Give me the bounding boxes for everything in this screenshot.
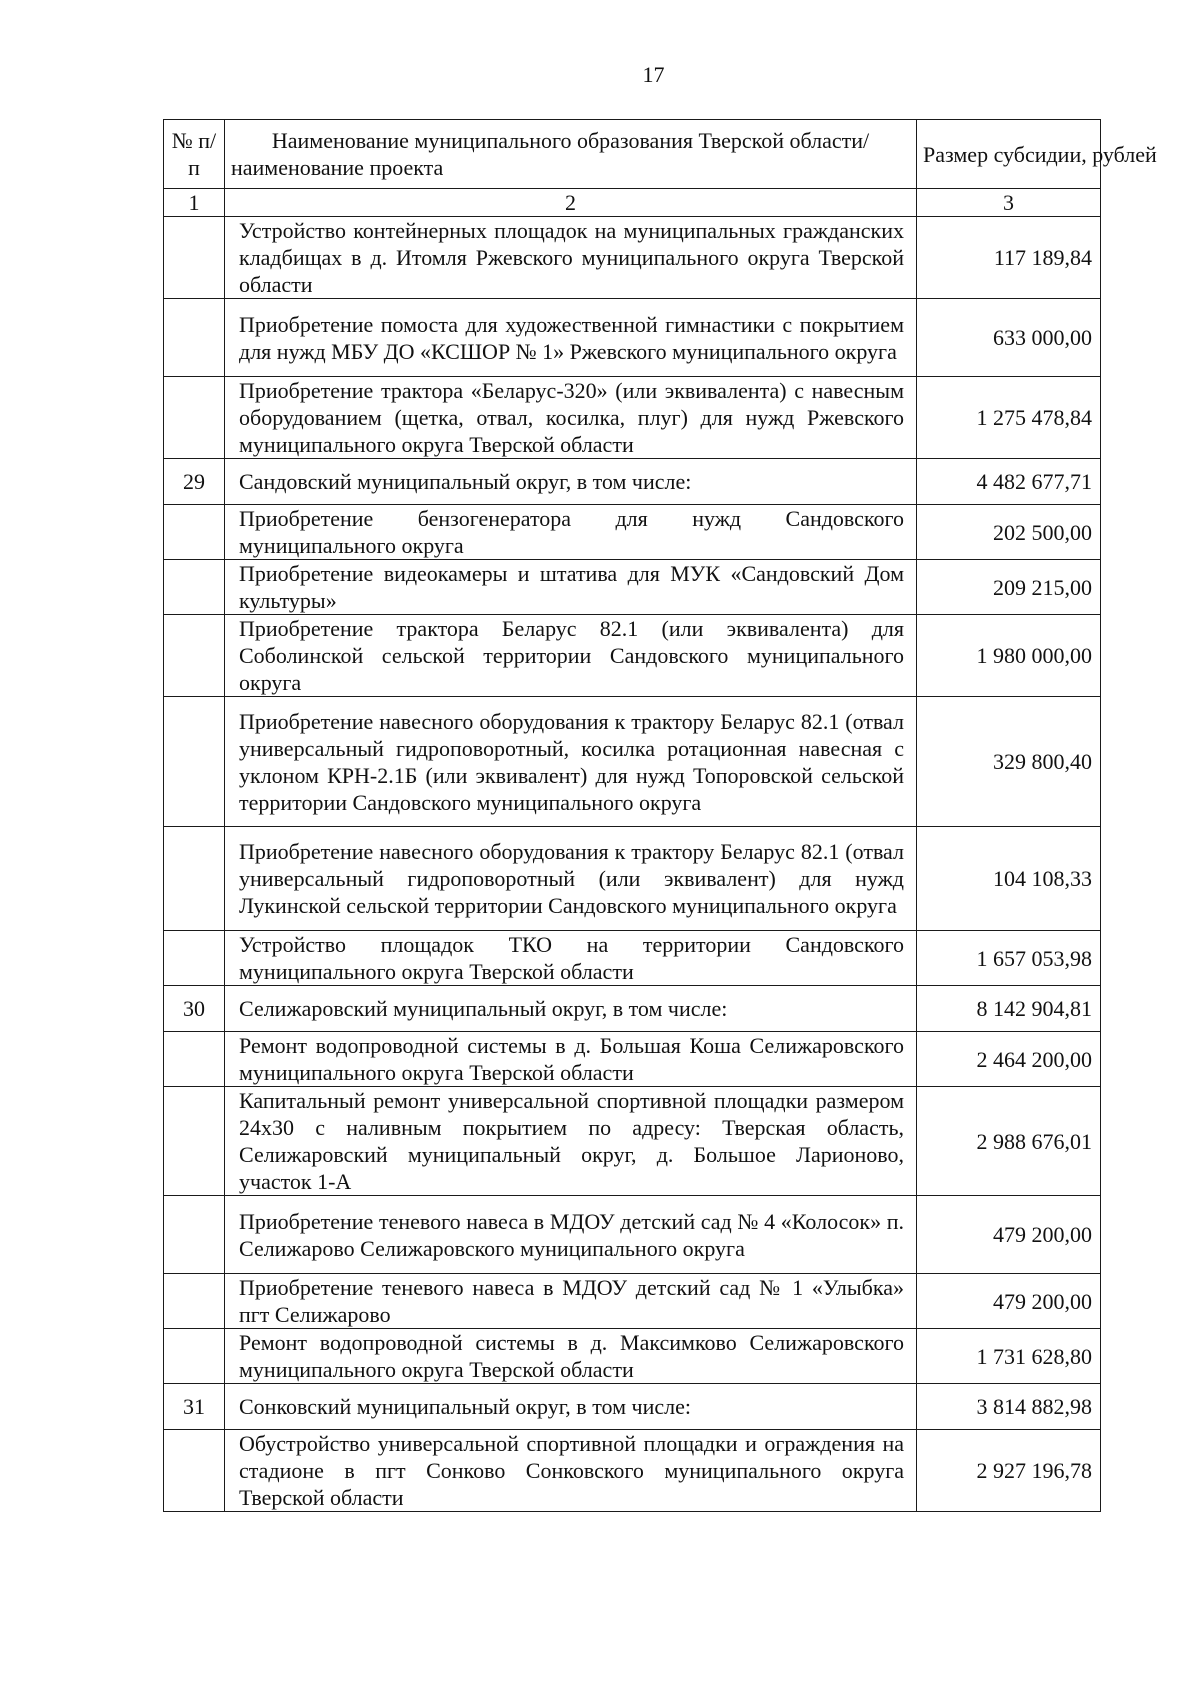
- row-amount: 117 189,84: [917, 217, 1101, 299]
- row-number: 29: [164, 459, 225, 505]
- row-number: [164, 217, 225, 299]
- row-number: [164, 1032, 225, 1087]
- table-row: [164, 827, 1101, 931]
- row-amount: 633 000,00: [917, 299, 1101, 377]
- row-number: [164, 505, 225, 560]
- row-amount: 2 464 200,00: [917, 1032, 1101, 1087]
- row-number: 31: [164, 1384, 225, 1430]
- row-amount: 3 814 882,98: [917, 1384, 1101, 1430]
- row-amount: 2 927 196,78: [917, 1430, 1101, 1512]
- table-row: [164, 615, 1101, 697]
- row-number: [164, 697, 225, 827]
- row-project-name: Устройство контейнерных площадок на муниципальных гражданских кладбищах в д. Итомля Ржевского муниципального округа Тверской области: [225, 217, 917, 299]
- row-amount: 1 275 478,84: [917, 377, 1101, 459]
- table-row: [164, 560, 1101, 615]
- table-row: [164, 931, 1101, 986]
- row-project-name: Приобретение теневого навеса в МДОУ детский сад № 1 «Улыбка» пгт Селижарово: [225, 1274, 917, 1329]
- row-project-name: Приобретение бензогенератора для нужд Сандовского муниципального округа: [225, 505, 917, 560]
- table-row: [164, 1196, 1101, 1274]
- column-index: 2: [225, 189, 917, 217]
- row-amount: 202 500,00: [917, 505, 1101, 560]
- table-row: [164, 1087, 1101, 1196]
- row-number: [164, 1196, 225, 1274]
- row-project-name: Приобретение теневого навеса в МДОУ детский сад № 4 «Колосок» п. Селижарово Селижаровского муниципального округа: [225, 1196, 917, 1274]
- row-amount: 2 988 676,01: [917, 1087, 1101, 1196]
- header-name: Наименование муниципального образования Тверской области/наименование проекта: [225, 120, 917, 189]
- row-amount: 104 108,33: [917, 827, 1101, 931]
- row-amount: 1 731 628,80: [917, 1329, 1101, 1384]
- row-number: [164, 931, 225, 986]
- table-row: [164, 505, 1101, 560]
- row-project-name: Ремонт водопроводной системы в д. Большая Коша Селижаровского муниципального округа Тверской области: [225, 1032, 917, 1087]
- row-project-name: Устройство площадок ТКО на территории Сандовского муниципального округа Тверской области: [225, 931, 917, 986]
- table-row: [164, 459, 1101, 505]
- row-project-name: Капитальный ремонт универсальной спортивной площадки размером 24х30 с наливным покрытием по адресу: Тверская область, Селижаровский муниципальный округ, д. Большое Ларионово, участок 1-А: [225, 1087, 917, 1196]
- row-project-name: Селижаровский муниципальный округ, в том числе:: [225, 986, 917, 1032]
- row-number: [164, 1329, 225, 1384]
- header-amount: Размер субсидии, рублей: [917, 120, 1101, 189]
- row-project-name: Приобретение трактора Беларус 82.1 (или эквивалента) для Соболинской сельской территории Сандовского муниципального округа: [225, 615, 917, 697]
- table-row: [164, 1384, 1101, 1430]
- subsidy-table: [163, 119, 1157, 1512]
- table-row: [164, 377, 1101, 459]
- table-row: [164, 1032, 1101, 1087]
- row-number: [164, 377, 225, 459]
- row-number: [164, 827, 225, 931]
- table-row: [164, 1329, 1101, 1384]
- row-number: [164, 299, 225, 377]
- table-row: [164, 299, 1101, 377]
- row-project-name: Сандовский муниципальный округ, в том числе:: [225, 459, 917, 505]
- row-project-name: Сонковский муниципальный округ, в том числе:: [225, 1384, 917, 1430]
- table-row: [164, 986, 1101, 1032]
- row-amount: 4 482 677,71: [917, 459, 1101, 505]
- row-number: [164, 560, 225, 615]
- row-project-name: Приобретение помоста для художественной гимнастики с покрытием для нужд МБУ ДО «КСШОР № 1» Ржевского муниципального округа: [225, 299, 917, 377]
- row-number: [164, 615, 225, 697]
- page-number: 17: [642, 62, 665, 87]
- row-project-name: Ремонт водопроводной системы в д. Максимково Селижаровского муниципального округа Тверской области: [225, 1329, 917, 1384]
- row-number: [164, 1087, 225, 1196]
- table-row: [164, 1430, 1101, 1512]
- row-number: 30: [164, 986, 225, 1032]
- table-row: [164, 1274, 1101, 1329]
- row-amount: 1 657 053,98: [917, 931, 1101, 986]
- row-amount: 209 215,00: [917, 560, 1101, 615]
- row-project-name: Обустройство универсальной спортивной площадки и ограждения на стадионе в пгт Сонково Сонковского муниципального округа Тверской области: [225, 1430, 917, 1512]
- header-number: № п/п: [164, 120, 225, 189]
- row-project-name: Приобретение видеокамеры и штатива для МУК «Сандовский Дом культуры»: [225, 560, 917, 615]
- column-index-row: [164, 189, 1101, 217]
- row-amount: 1 980 000,00: [917, 615, 1101, 697]
- row-project-name: Приобретение навесного оборудования к трактору Беларус 82.1 (отвал универсальный гидроповоротный, косилка ротационная навесная с уклоном КРН-2.1Б (или эквивалент) для нужд Топоровской сельской территории Сандовского муниципального округа: [225, 697, 917, 827]
- row-project-name: Приобретение трактора «Беларус-320» (или эквивалента) с навесным оборудованием (щетка, отвал, косилка, плуг) для нужд Ржевского муниципального округа Тверской области: [225, 377, 917, 459]
- row-amount: 479 200,00: [917, 1196, 1101, 1274]
- table-row: [164, 217, 1101, 299]
- column-index: 3: [917, 189, 1101, 217]
- column-index: 1: [164, 189, 225, 217]
- table-body: [164, 217, 1101, 1512]
- table-row: [164, 697, 1101, 827]
- row-number: [164, 1274, 225, 1329]
- row-amount: 8 142 904,81: [917, 986, 1101, 1032]
- table-header-row: [164, 120, 1101, 189]
- row-amount: 479 200,00: [917, 1274, 1101, 1329]
- row-project-name: Приобретение навесного оборудования к трактору Беларус 82.1 (отвал универсальный гидроповоротный (или эквивалент) для нужд Лукинской сельской территории Сандовского муниципального округа: [225, 827, 917, 931]
- row-amount: 329 800,40: [917, 697, 1101, 827]
- row-number: [164, 1430, 225, 1512]
